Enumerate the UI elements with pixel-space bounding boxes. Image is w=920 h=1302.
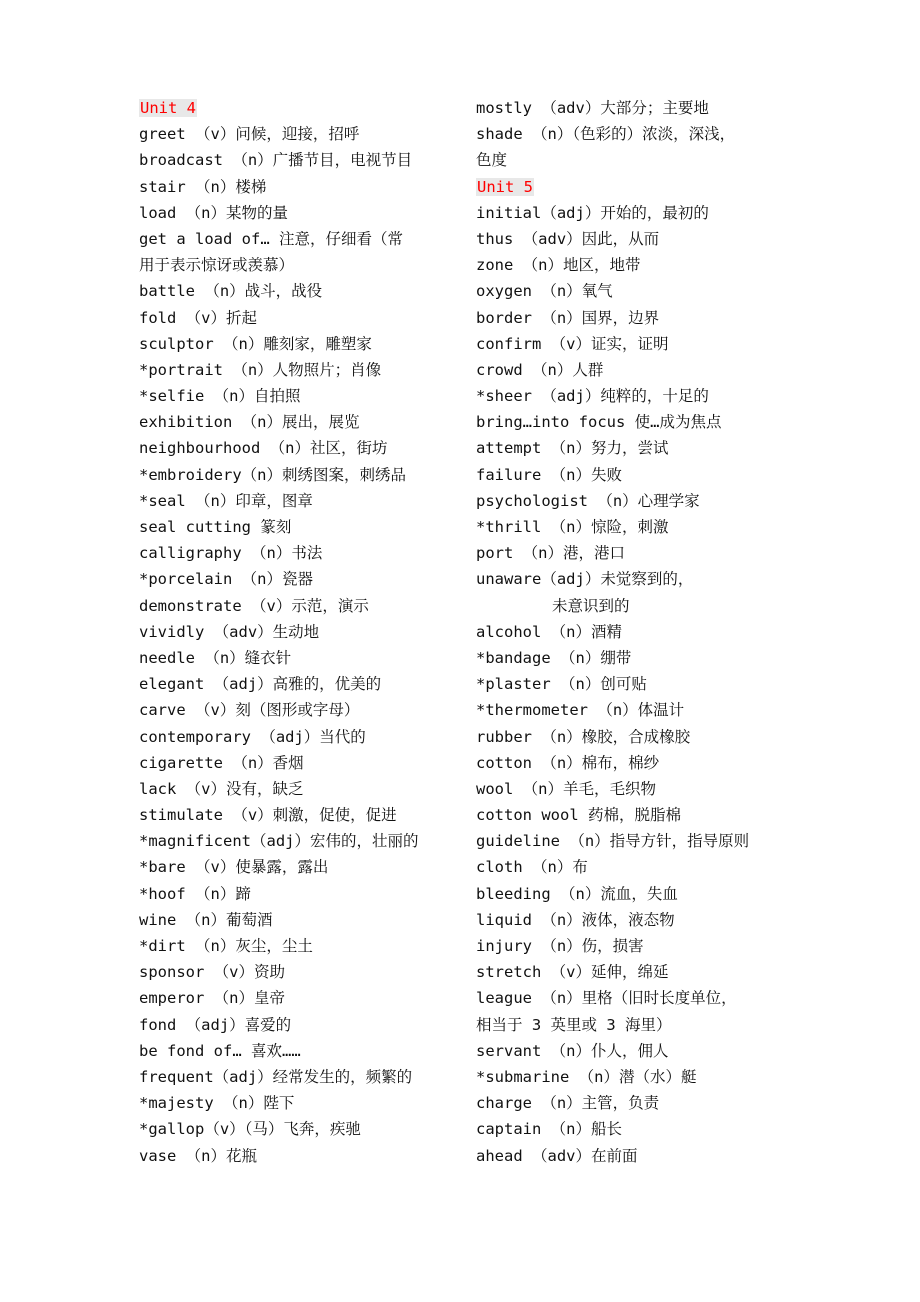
unit-heading-text: Unit 5 (477, 177, 533, 196)
vocab-entry: *thrill （n）惊险，刺激 (476, 518, 669, 536)
vocab-entry: failure （n）失败 (476, 465, 622, 484)
vocab-entry: wine （n）葡萄酒 (139, 910, 273, 929)
vocab-entry: cloth （n）布 (476, 858, 588, 877)
unit-heading-text: Unit 4 (140, 99, 196, 117)
vocab-entry: crowd （n）人群 (476, 360, 604, 379)
vocab-entry: confirm （v）证实，证明 (476, 334, 669, 353)
vocab-entry: border （n）国界，边界 (476, 308, 660, 327)
vocab-entry: *bare （v）使暴露，露出 (139, 858, 329, 877)
vocab-entry: unaware（adj）未觉察到的， (476, 570, 694, 589)
vocab-entry: fond （adj）喜爱的 (139, 1015, 292, 1034)
vocab-entry: *magnificent（adj）宏伟的，壮丽的 (139, 832, 419, 851)
vocab-entry: vividly （adv）生动地 (139, 622, 320, 641)
vocab-entry: *gallop（v）（马）飞奔，疾驰 (139, 1120, 361, 1139)
vocab-entry: mostly （adv）大部分；主要地 (476, 99, 709, 117)
vocab-entry: greet （v）问候，迎接，招呼 (139, 125, 360, 144)
vocab-entry: elegant （adj）高雅的，优美的 (139, 675, 382, 694)
vocab-entry: needle （n）缝衣针 (139, 648, 292, 667)
vocab-entry: *plaster （n）创可贴 (476, 675, 647, 694)
vocab-entry: sculptor （n）雕刻家，雕塑家 (139, 334, 372, 353)
vocab-entry: contemporary （adj）当代的 (139, 727, 366, 746)
vocab-entry: demonstrate （v）示范，演示 (139, 596, 369, 615)
vocab-entry: league （n）里格（旧时长度单位， (476, 989, 737, 1008)
vocab-entry: stretch （v）延伸，绵延 (476, 963, 669, 982)
vocab-entry: neighbourhood （n）社区，街坊 (139, 439, 388, 458)
vocab-entry: stimulate （v）刺激，促使，促进 (139, 806, 397, 825)
vocab-entry: exhibition （n）展出，展览 (139, 413, 360, 432)
vocab-entry: cotton （n）棉布，棉纱 (476, 753, 660, 772)
vocab-entry: carve （v）刻（图形或字母） (139, 701, 360, 720)
vocab-entry: liquid （n）液体，液态物 (476, 910, 675, 929)
vocab-entry: *thermometer （n）体温计 (476, 701, 685, 720)
vocab-entry: zone （n）地区，地带 (476, 256, 641, 275)
left-column (139, 95, 459, 1169)
vocab-entry: guideline （n）指导方针，指导原则 (476, 832, 750, 851)
vocab-entry: ahead （adv）在前面 (476, 1146, 638, 1165)
vocab-entry: 未意识到的 (552, 596, 630, 615)
vocab-entry: initial（adj）开始的，最初的 (476, 203, 709, 222)
vocab-entry: attempt （n）努力，尝试 (476, 439, 669, 458)
vocab-entry: broadcast （n）广播节目，电视节目 (139, 151, 413, 170)
vocab-entry: injury （n）伤，损害 (476, 937, 644, 955)
vocab-entry: cigarette （n）香烟 (139, 753, 304, 772)
vocab-entry: *portrait （n）人物照片；肖像 (139, 360, 382, 379)
vocab-entry: port （n）港，港口 (476, 544, 625, 563)
vocab-entry: 色度 (476, 151, 508, 170)
unit-heading (139, 95, 459, 121)
vocab-entry: thus （adv）因此，从而 (476, 229, 660, 248)
vocab-entry: *seal （n）印章，图章 (139, 491, 313, 510)
vocab-entry: get a load of… 注意，仔细看（常 (139, 229, 403, 248)
vocab-entry: bring…into focus 使…成为焦点 (476, 413, 722, 432)
vocab-entry: battle （n）战斗，战役 (139, 282, 323, 301)
vocab-entry: *submarine （n）潜（水）艇 (476, 1067, 697, 1086)
right-column (476, 95, 796, 1169)
vocab-entry: vase （n）花瓶 (139, 1146, 257, 1165)
vocab-entry: *bandage （n）绷带 (476, 648, 632, 667)
vocab-entry: 用于表示惊讶或羡慕） (139, 256, 295, 275)
unit-heading (476, 174, 796, 200)
vocab-entry: *hoof （n）蹄 (139, 884, 251, 903)
vocab-entry: captain （n）船长 (476, 1120, 622, 1139)
vocab-entry: wool （n）羊毛，毛织物 (476, 779, 656, 798)
vocab-entry: fold （v）折起 (139, 308, 257, 327)
vocab-entry: lack （v）没有，缺乏 (139, 779, 304, 798)
vocab-entry: *selfie （n）自拍照 (139, 387, 301, 406)
vocab-entry: rubber （n）橡胶，合成橡胶 (476, 727, 691, 746)
vocab-entry: *majesty （n）陛下 (139, 1094, 295, 1113)
vocab-entry: *embroidery（n）刺绣图案，刺绣品 (139, 465, 406, 484)
vocab-entry: sponsor （v）资助 (139, 963, 285, 982)
vocab-entry: oxygen （n）氧气 (476, 282, 613, 301)
vocab-entry: be fond of… 喜欢…… (139, 1041, 301, 1060)
vocab-entry: *sheer （adj）纯粹的，十足的 (476, 387, 709, 406)
vocab-entry: shade （n）（色彩的）浓淡，深浅， (476, 125, 736, 144)
vocab-entry: calligraphy （n）书法 (139, 544, 323, 563)
vocab-entry: load （n）某物的量 (139, 203, 288, 222)
vocab-entry: servant （n）仆人，佣人 (476, 1041, 669, 1060)
vocab-entry: stair （n）楼梯 (139, 177, 267, 196)
vocab-entry: *porcelain （n）瓷器 (139, 570, 313, 589)
vocab-entry: cotton wool 药棉，脱脂棉 (476, 806, 681, 825)
vocab-entry: *dirt （n）灰尘，尘土 (139, 937, 313, 955)
vocab-entry: seal cutting 篆刻 (139, 518, 292, 536)
vocab-entry: psychologist （n）心理学家 (476, 491, 700, 510)
vocab-entry: bleeding （n）流血，失血 (476, 884, 678, 903)
vocab-entry: alcohol （n）酒精 (476, 622, 622, 641)
vocab-entry: charge （n）主管，负责 (476, 1094, 660, 1113)
vocab-entry: frequent（adj）经常发生的，频繁的 (139, 1067, 413, 1086)
vocab-entry: emperor （n）皇帝 (139, 989, 285, 1008)
vocab-entry: 相当于 3 英里或 3 海里） (476, 1015, 672, 1034)
